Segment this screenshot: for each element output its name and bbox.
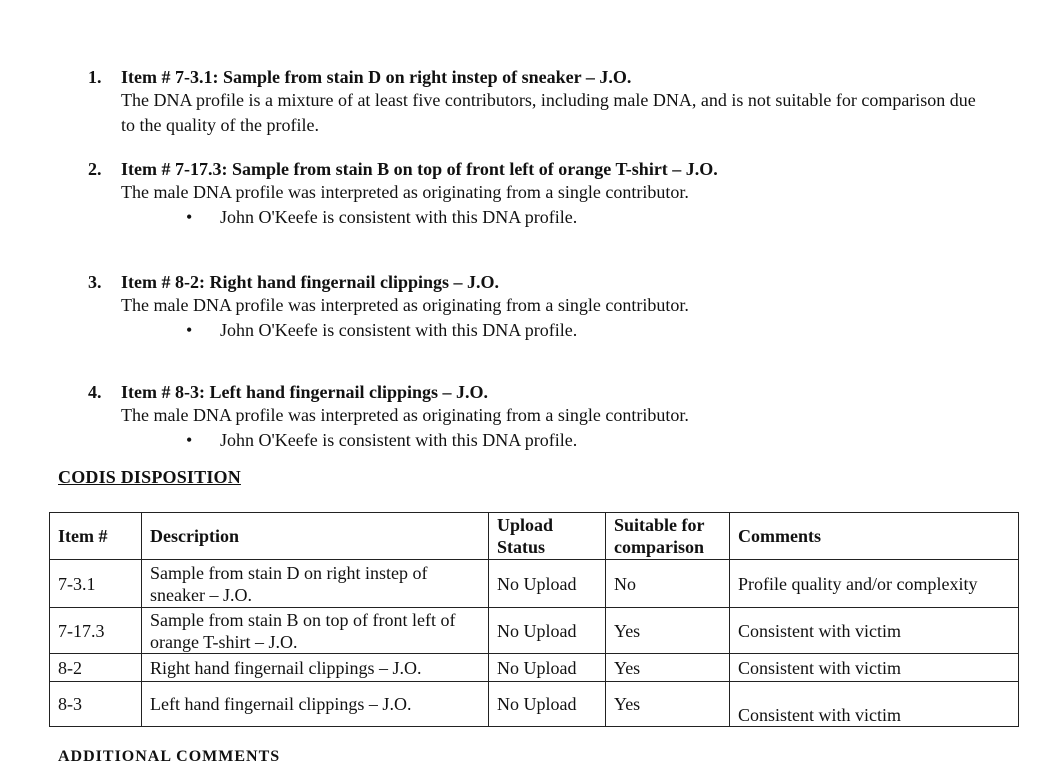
header-upload-status: Upload Status bbox=[489, 513, 606, 560]
cell-comment: Consistent with victim bbox=[730, 682, 1019, 727]
cell-upload-status: No Upload bbox=[489, 608, 606, 654]
cell-item-number: 7-17.3 bbox=[50, 608, 142, 654]
cell-item-number: 8-2 bbox=[50, 654, 142, 682]
item-number: 2. bbox=[88, 159, 102, 179]
header-suitable-for-comparison: Suitable for comparison bbox=[606, 513, 730, 560]
bullet-point bbox=[186, 428, 981, 453]
item-text: The male DNA profile was interpreted as originating from a single contributor. bbox=[121, 182, 689, 202]
codis-table bbox=[49, 512, 1019, 727]
item-number: 1. bbox=[88, 67, 102, 87]
item-body bbox=[121, 403, 981, 453]
cell-description: Sample from stain B on top of front left of orange T-shirt – J.O. bbox=[142, 608, 489, 654]
item-text: The DNA profile is a mixture of at least five contributors, including male DNA, and is not suitable for comparison due to the quality of the profile. bbox=[121, 90, 976, 135]
table-header-row bbox=[50, 513, 1019, 560]
item-text: The male DNA profile was interpreted as originating from a single contributor. bbox=[121, 405, 689, 425]
header-description: Description bbox=[142, 513, 489, 560]
item-body bbox=[121, 180, 981, 230]
item-number: 3. bbox=[88, 272, 102, 292]
item-body bbox=[121, 293, 981, 343]
cell-comment: Consistent with victim bbox=[730, 608, 1019, 654]
bullet-point bbox=[186, 318, 981, 343]
header-item-number: Item # bbox=[50, 513, 142, 560]
cell-comment: Profile quality and/or complexity bbox=[730, 560, 1019, 608]
table-row bbox=[50, 608, 1019, 654]
item-heading: Item # 7-3.1: Sample from stain D on right instep of sneaker – J.O. bbox=[121, 67, 632, 87]
bullet-point bbox=[186, 205, 981, 230]
cell-suitable: Yes bbox=[606, 608, 730, 654]
cell-comment: Consistent with victim bbox=[730, 654, 1019, 682]
cell-suitable: Yes bbox=[606, 654, 730, 682]
bullet-icon: • bbox=[186, 320, 193, 340]
cell-item-number: 8-3 bbox=[50, 682, 142, 727]
cell-item-number: 7-3.1 bbox=[50, 560, 142, 608]
header-comments: Comments bbox=[730, 513, 1019, 560]
item-heading: Item # 7-17.3: Sample from stain B on top of front left of orange T-shirt – J.O. bbox=[121, 159, 718, 179]
bullet-text: John O'Keefe is consistent with this DNA profile. bbox=[220, 320, 578, 340]
cell-suitable: No bbox=[606, 560, 730, 608]
bullet-icon: • bbox=[186, 207, 193, 227]
bullet-text: John O'Keefe is consistent with this DNA profile. bbox=[220, 430, 578, 450]
item-text: The male DNA profile was interpreted as originating from a single contributor. bbox=[121, 295, 689, 315]
cell-suitable: Yes bbox=[606, 682, 730, 727]
bullet-icon: • bbox=[186, 430, 193, 450]
bullet-text: John O'Keefe is consistent with this DNA profile. bbox=[220, 207, 578, 227]
codis-disposition-heading: CODIS DISPOSITION bbox=[58, 467, 241, 487]
cell-upload-status: No Upload bbox=[489, 682, 606, 727]
item-heading: Item # 8-2: Right hand fingernail clippings – J.O. bbox=[121, 272, 500, 292]
cell-description: Right hand fingernail clippings – J.O. bbox=[142, 654, 489, 682]
table-row bbox=[50, 560, 1019, 608]
cell-description: Left hand fingernail clippings – J.O. bbox=[142, 682, 489, 727]
cell-upload-status: No Upload bbox=[489, 654, 606, 682]
additional-comments-heading: ADDITIONAL COMMENTS bbox=[58, 748, 281, 765]
cell-upload-status: No Upload bbox=[489, 560, 606, 608]
item-number: 4. bbox=[88, 382, 102, 402]
item-heading: Item # 8-3: Left hand fingernail clippings – J.O. bbox=[121, 382, 489, 402]
table-row bbox=[50, 682, 1019, 727]
cell-description: Sample from stain D on right instep of sneaker – J.O. bbox=[142, 560, 489, 608]
table-row bbox=[50, 654, 1019, 682]
